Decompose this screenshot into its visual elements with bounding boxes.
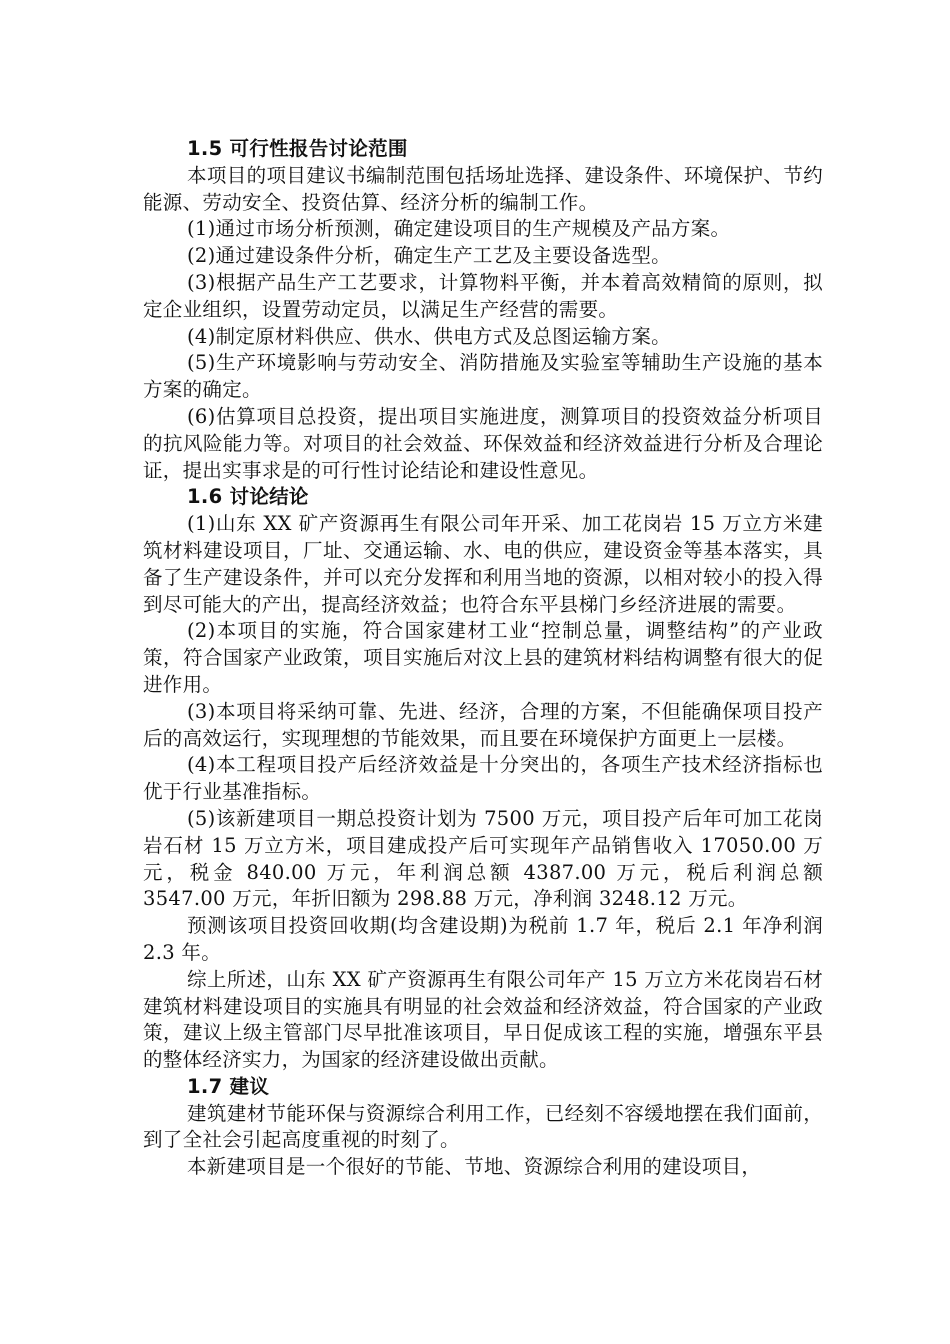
document-body bbox=[143, 136, 823, 1181]
paragraph: 建筑建材节能环保与资源综合利用工作，已经刻不容缓地摆在我们面前，到了全社会引起高度重视的时刻了。 bbox=[143, 1101, 823, 1152]
section-heading-1-7: 1.7 建议 bbox=[187, 1074, 270, 1098]
paragraph: 综上所述，山东 XX 矿产资源再生有限公司年产 15 万立方米花岗岩石材建筑材料建设项目的实施具有明显的社会效益和经济效益，符合国家的产业政策，建议上级主管部门尽早批准该项目，早日促成该工程的实施，增强东平县的整体经济实力，为国家的经济建设做出贡献。 bbox=[143, 967, 823, 1072]
section-heading-1-6: 1.6 讨论结论 bbox=[187, 485, 309, 509]
paragraph: (4)本工程项目投产后经济效益是十分突出的，各项生产技术经济指标也优于行业基准指标。 bbox=[143, 753, 823, 804]
paragraph: (2)本项目的实施，符合国家建材工业“控制总量，调整结构”的产业政策，符合国家产业政策，项目实施后对汶上县的建筑材料结构调整有很大的促进作用。 bbox=[143, 619, 823, 696]
paragraph: (2)通过建设条件分析，确定生产工艺及主要设备选型。 bbox=[187, 244, 671, 268]
paragraph: (4)制定原材料供应、供水、供电方式及总图运输方案。 bbox=[187, 324, 671, 348]
paragraph: 预测该项目投资回收期(均含建设期)为税前 1.7 年，税后 2.1 年净利润 2.3 年。 bbox=[143, 914, 823, 964]
paragraph: (5)该新建项目一期总投资计划为 7500 万元，项目投产后年可加工花岗岩石材 15 万立方米，项目建成投产后可实现年产品销售收入 17050.00 万元，税金 840.00 万元，年利润总额 4387.00 万元，税后利润总额 3547.00 万元，年折旧额为 298.88 万元，净利润 3248.12 万元。 bbox=[143, 806, 823, 911]
paragraph: (3)根据产品生产工艺要求，计算物料平衡，并本着高效精简的原则，拟定企业组织，设置劳动定员，以满足生产经营的需要。 bbox=[143, 270, 823, 321]
paragraph: 本项目的项目建议书编制范围包括场址选择、建设条件、环境保护、节约能源、劳动安全、投资估算、经济分析的编制工作。 bbox=[143, 163, 823, 214]
paragraph: (1)山东 XX 矿产资源再生有限公司年开采、加工花岗岩 15 万立方米建筑材料建设项目，厂址、交通运输、水、电的供应，建设资金等基本落实，具备了生产建设条件，并可以充分发挥和利用当地的资源，以相对较小的投入得到尽可能大的产出，提高经济效益；也符合东平县梯门乡经济进展的需要。 bbox=[143, 512, 823, 616]
paragraph: (1)通过市场分析预测，确定建设项目的生产规模及产品方案。 bbox=[187, 217, 731, 241]
paragraph: (6)估算项目总投资，提出项目实施进度，测算项目的投资效益分析项目的抗风险能力等。对项目的社会效益、环保效益和经济效益进行分析及合理论证，提出实事求是的可行性讨论结论和建设性意见。 bbox=[143, 404, 823, 482]
section-heading-1-5: 1.5 可行性报告讨论范围 bbox=[187, 137, 408, 160]
paragraph: (5)生产环境影响与劳动安全、消防措施及实验室等辅助生产设施的基本方案的确定。 bbox=[143, 351, 823, 402]
paragraph: 本新建项目是一个很好的节能、节地、资源综合利用的建设项目， bbox=[187, 1155, 762, 1179]
paragraph: (3)本项目将采纳可靠、先进、经济，合理的方案，不但能确保项目投产后的高效运行，实现理想的节能效果，而且要在环境保护方面更上一层楼。 bbox=[143, 699, 823, 750]
